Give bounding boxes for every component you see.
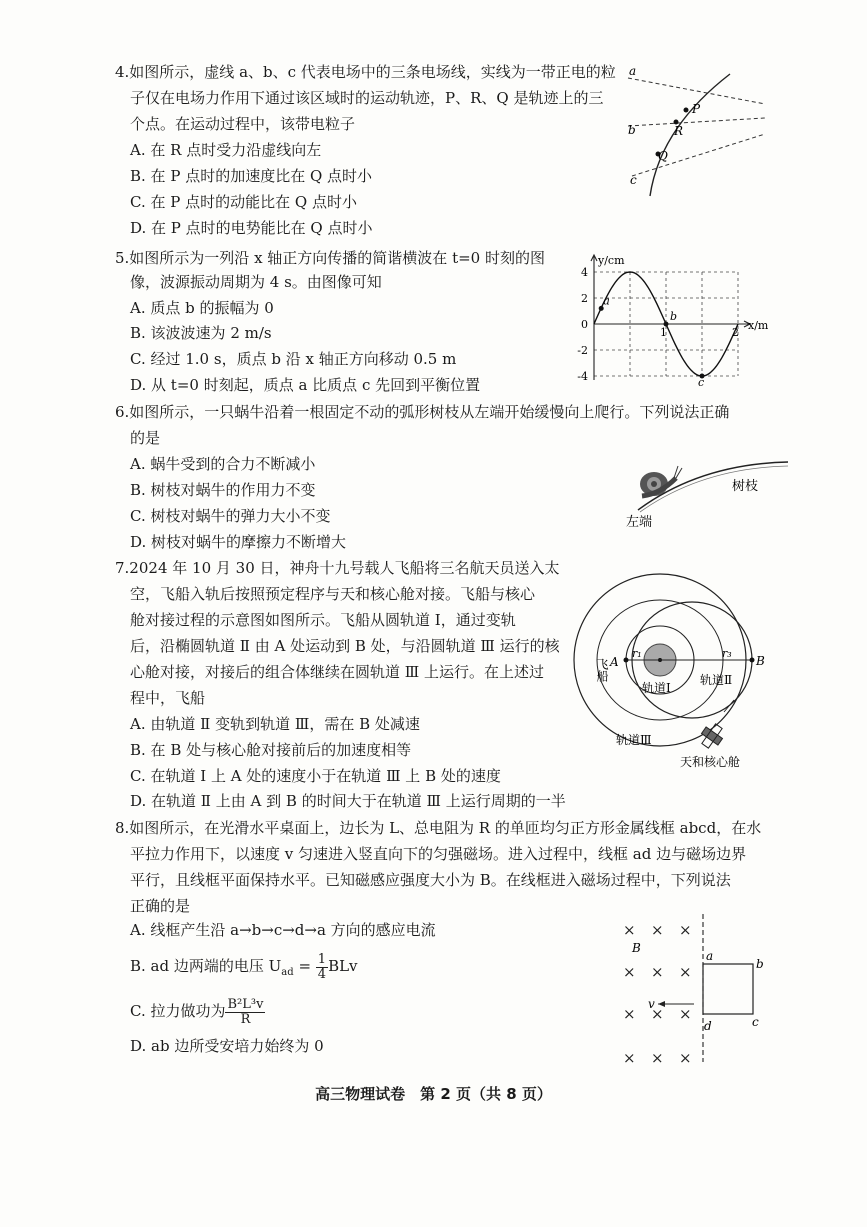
q5-option-a: A. 质点 b 的振幅为 0 — [130, 299, 274, 317]
velocity-label: v — [648, 997, 655, 1011]
q8-option-b-tail: BLv — [328, 957, 358, 975]
r3-label: r₃ — [722, 647, 732, 660]
corner-a-label: a — [706, 949, 714, 963]
q7-option-d: D. 在轨道 Ⅱ 上由 A 到 B 的时间大于在轨道 Ⅲ 上运行周期的一半 — [130, 792, 566, 810]
field-cross-mark: × — [623, 963, 636, 981]
q4-option-b: B. 在 P 点时的加速度比在 Q 点时小 — [130, 167, 373, 185]
q5-option-c: C. 经过 1.0 s，质点 b 沿 x 轴正方向移动 0.5 m — [130, 350, 457, 368]
q6-snail-figure — [620, 452, 795, 534]
q8-option-b-num: 1 — [317, 951, 327, 967]
field-b-label: B — [632, 941, 641, 955]
field-cross-mark: × — [623, 1005, 636, 1023]
q4-field-figure — [620, 58, 770, 198]
field-cross-mark: × — [651, 1049, 664, 1067]
field-cross-mark: × — [651, 1005, 664, 1023]
q8-option-c-fraction — [225, 998, 265, 1027]
left-end-label: 左端 — [626, 515, 653, 530]
q8-option-c-den: R — [240, 1011, 251, 1027]
q4-option-a: A. 在 R 点时受力沿虚线向左 — [130, 141, 322, 159]
q4-stem-line-1: 4.如图所示，虚线 a、b、c 代表电场中的三条电场线，实线为一带正电的粒 — [115, 63, 616, 81]
q5-option-b: B. 该波波速为 2 m/s — [130, 324, 272, 342]
q8-option-c-num: B²L³v — [227, 996, 264, 1012]
label-r: R — [674, 124, 684, 138]
orbit-2-label: 轨道Ⅱ — [700, 673, 733, 687]
ship-label: 飞船 — [595, 658, 609, 682]
q7-option-c: C. 在轨道 Ⅰ 上 A 处的速度小于在轨道 Ⅲ 上 B 处的速度 — [130, 767, 501, 785]
corner-c-label: c — [752, 1015, 759, 1029]
corner-d-label: d — [704, 1019, 712, 1033]
wave-point-label-a: a — [603, 294, 610, 308]
q5-wave-chart — [572, 252, 769, 389]
y-tick-label: -4 — [577, 370, 588, 383]
field-cross-mark: × — [623, 921, 636, 939]
q7-stem-line-4: 后，沿椭圆轨道 Ⅱ 由 A 处运动到 B 处，与沿圆轨道 Ⅲ 运行的核 — [130, 637, 560, 655]
q6-stem-line-2: 的是 — [130, 429, 161, 447]
q8-option-d: D. ab 边所受安培力始终为 0 — [130, 1037, 324, 1055]
field-line-b — [628, 118, 765, 126]
y-tick-label: 4 — [581, 266, 588, 279]
q8-option-b-fraction — [316, 953, 328, 982]
field-line-a — [628, 78, 765, 104]
field-cross-mark: × — [679, 1049, 692, 1067]
q8-stem-line-1: 8.如图所示，在光滑水平桌面上，边长为 L、总电阻为 R 的单匝均匀正方形金属线框 abcd，在水 — [115, 819, 762, 837]
label-a: a — [629, 64, 637, 78]
y-tick-label: 2 — [581, 292, 588, 305]
q7-stem-line-3: 舱对接过程的示意图如图所示。飞船从圆轨道 Ⅰ，通过变轨 — [130, 611, 516, 629]
point-p — [684, 108, 689, 113]
q7-stem-line-2: 空，飞船入轨后按照预定程序与天和核心舱对接。飞船与核心 — [130, 585, 536, 603]
orbit-3-label: 轨道Ⅲ — [616, 733, 652, 747]
q4-option-d: D. 在 P 点时的电势能比在 Q 点时小 — [130, 219, 373, 237]
q4-stem-line-3: 个点。在运动过程中，该带电粒子 — [130, 115, 356, 133]
q7-stem-line-6: 程中，飞船 — [130, 689, 206, 707]
q7-option-a: A. 由轨道 Ⅱ 变轨到轨道 Ⅲ，需在 B 处减速 — [130, 715, 420, 733]
x-axis-label: x/m — [748, 319, 769, 332]
q8-option-b-sub: ad — [281, 967, 294, 978]
q5-stem-line-2: 像，波源振动周期为 4 s。由图像可知 — [130, 273, 382, 291]
q8-option-a: A. 线框产生沿 a→b→c→d→a 方向的感应电流 — [130, 921, 436, 939]
q4-stem-line-2: 子仅在电场力作用下通过该区域时的运动轨迹，P、R、Q 是轨迹上的三 — [130, 89, 604, 107]
q8-stem-line-2: 平拉力作用下，以速度 v 匀速进入竖直向下的匀强磁场。进入过程中，线框 ad 边与磁场边界 — [130, 845, 747, 863]
q6-option-a: A. 蜗牛受到的合力不断减小 — [130, 455, 316, 473]
field-line-c — [632, 134, 765, 176]
wave-point-label-b: b — [670, 310, 678, 323]
r1-label: r₁ — [632, 647, 642, 660]
label-q: Q — [658, 149, 668, 163]
point-a-label: A — [610, 655, 619, 669]
q8-option-b-den: 4 — [317, 966, 327, 982]
y-tick-label: 0 — [581, 318, 588, 331]
label-c: c — [630, 173, 637, 187]
q8-option-b-eq: = — [293, 957, 316, 975]
q8-option-c-text: C. 拉力做功为 — [130, 1002, 226, 1020]
q4-option-c: C. 在 P 点时的动能比在 Q 点时小 — [130, 193, 357, 211]
y-axis-label: y/cm — [598, 254, 625, 267]
field-cross-mark: × — [679, 963, 692, 981]
field-cross-mark: × — [679, 921, 692, 939]
field-cross-mark: × — [651, 963, 664, 981]
field-cross-mark: × — [679, 1005, 692, 1023]
q8-option-b-text: B. ad 边两端的电压 U — [130, 957, 282, 975]
q7-stem-line-1: 7.2024 年 10 月 30 日，神舟十九号载人飞船将三名航天员送入太 — [115, 559, 560, 577]
core-module-label: 天和核心舱 — [680, 755, 741, 769]
field-cross-mark: × — [651, 921, 664, 939]
x-tick-label: 2 — [732, 326, 739, 339]
q6-option-b: B. 树枝对蜗牛的作用力不变 — [130, 481, 316, 499]
branch-label: 树枝 — [732, 479, 759, 494]
y-tick-label: -2 — [577, 344, 588, 357]
q7-stem-line-5: 心舱对接，对接后的组合体继续在圆轨道 Ⅲ 上运行。在上述过 — [130, 663, 545, 681]
page-footer: 高三物理试卷 第 2 页（共 8 页） — [315, 1085, 552, 1103]
orbit-1-label: 轨道Ⅰ — [642, 681, 671, 695]
q8-option-b — [130, 950, 358, 989]
point-b-label: B — [756, 654, 765, 668]
q6-option-c: C. 树枝对蜗牛的弹力大小不变 — [130, 507, 331, 525]
q5-stem-line-1: 5.如图所示为一列沿 x 轴正方向传播的简谐横波在 t=0 时刻的图 — [115, 249, 545, 267]
corner-b-label: b — [756, 957, 764, 971]
q5-option-d: D. 从 t=0 时刻起，质点 a 比质点 c 先回到平衡位置 — [130, 376, 481, 394]
q6-stem-line-1: 6.如图所示，一只蜗牛沿着一根固定不动的弧形树枝从左端开始缓慢向上爬行。下列说法正确 — [115, 403, 730, 421]
trajectory-curve — [650, 74, 730, 196]
field-cross-mark: × — [623, 1049, 636, 1067]
wave-point-b — [664, 322, 669, 327]
label-p: P — [692, 102, 701, 116]
q8-magnetic-field-figure — [612, 912, 772, 1070]
square-loop — [703, 964, 753, 1014]
q7-orbit-figure — [572, 572, 772, 772]
q8-option-c — [130, 994, 265, 1028]
q6-option-d: D. 树枝对蜗牛的摩擦力不断增大 — [130, 533, 347, 551]
wave-point-label-c: c — [698, 376, 705, 389]
q7-option-b: B. 在 B 处与核心舱对接前后的加速度相等 — [130, 741, 412, 759]
q8-stem-line-4: 正确的是 — [130, 897, 191, 915]
q8-stem-line-3: 平行，且线框平面保持水平。已知磁感应强度大小为 B。在线框进入磁场过程中，下列说法 — [130, 871, 731, 889]
label-b: b — [628, 123, 636, 137]
x-tick-label: 1 — [660, 326, 667, 339]
